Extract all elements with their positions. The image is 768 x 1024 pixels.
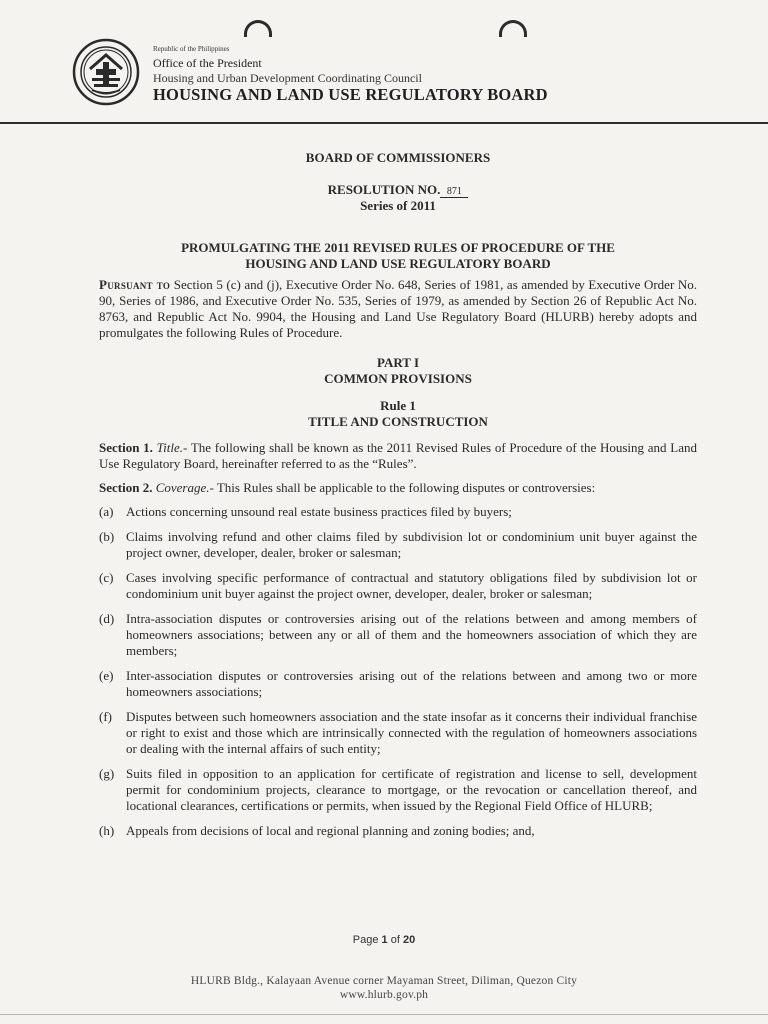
section-1-title: Title.	[156, 440, 184, 455]
list-item: (e) Inter-association disputes or controversies arising out of the relations between and among two or more homeowners associations;	[99, 668, 697, 699]
page-bottom-edge	[0, 1014, 768, 1015]
republic-line: Republic of the Philippines	[153, 45, 230, 53]
title-line-2: HOUSING AND LAND USE REGULATORY BOARD	[245, 256, 551, 271]
punch-hole-right	[499, 20, 527, 37]
list-item: (g) Suits filed in opposition to an application for certificate of registration and license to sell, development permit for condominium projects, clearance to mortgage, or the revocation or cancellation thereof, and locational clearances, certifications or permits, when issued by the Regional Field Office of HLURB;	[99, 766, 697, 813]
punch-hole-left	[244, 20, 272, 37]
letterhead-text	[153, 44, 548, 105]
title-line-1: PROMULGATING THE 2011 REVISED RULES OF PROCEDURE OF THE	[181, 240, 615, 255]
list-item: (f) Disputes between such homeowners association and the state insofar as it concerns their individual franchise or right to exist and those which are intrinsically connected with the regulation of homeowners associations or dealing with the internal affairs of such entity;	[99, 709, 697, 756]
address-line: HLURB Bldg., Kalayaan Avenue corner Mayaman Street, Diliman, Quezon City	[190, 975, 578, 987]
list-item: (a) Actions concerning unsound real estate business practices filed by buyers;	[99, 504, 512, 519]
section-1	[99, 440, 697, 472]
part-heading: PART I	[376, 355, 420, 370]
list-item: (d) Intra-association disputes or controversies arising out of the relations between and among members of homeowners associations; between any or all of them and the homeowners association of which they are members;	[99, 611, 697, 658]
website-line: www.hlurb.gov.ph	[339, 989, 429, 1001]
rule-title: TITLE AND CONSTRUCTION	[308, 414, 488, 429]
section-2-text: - This Rules shall be applicable to the following disputes or controversies:	[209, 480, 596, 495]
section-2	[99, 480, 697, 496]
pursuant-text: Section 5 (c) and (j), Executive Order No. 648, Series of 1981, as amended by Executive Order No. 90, Series of 1986, and Executive Order No. 535, Series of 1979, as amended by Section 26 of Republic Act No. 8763, and Republic Act No. 9904, the Housing and Land Use Regulatory Board (HLURB) hereby adopts and promulgates the following Rules of Procedure.	[99, 277, 697, 340]
list-item: (h) Appeals from decisions of local and regional planning and zoning bodies; and,	[99, 823, 535, 838]
part-title: COMMON PROVISIONS	[324, 371, 472, 386]
section-2-label: Section 2.	[99, 480, 153, 495]
list-item: (c) Cases involving specific performance of contractual and statutory obligations filed by subdivision lot or condominium unit buyer against the project owner, developer, dealer, broker or salesman;	[99, 570, 697, 601]
commissioners-heading: BOARD OF COMMISSIONERS	[305, 150, 491, 165]
resolution-heading	[99, 182, 697, 198]
section-2-title: Coverage.	[155, 480, 210, 495]
document-body	[99, 150, 697, 839]
hlurb-seal-icon	[72, 38, 140, 106]
rule-heading: Rule 1	[380, 398, 416, 413]
resolution-label: RESOLUTION NO.	[327, 182, 441, 197]
board-name: HOUSING AND LAND USE REGULATORY BOARD	[153, 85, 548, 104]
pursuant-lead: Pursuant to	[99, 277, 171, 292]
pursuant-paragraph	[99, 277, 697, 341]
footer-address	[0, 974, 768, 1002]
resolution-number: 871	[440, 187, 468, 198]
page-number: Page 1 of 20	[352, 934, 416, 946]
letterhead	[72, 36, 712, 116]
series-line: Series of 2011	[360, 198, 436, 213]
council-line: Housing and Urban Development Coordinating Council	[153, 71, 422, 85]
header-divider	[0, 122, 768, 124]
list-item: (b) Claims involving refund and other claims filed by subdivision lot or condominium unit buyer against the project owner, developer, dealer, broker or salesman;	[99, 529, 697, 560]
office-line: Office of the President	[153, 56, 262, 70]
section-1-text: - The following shall be known as the 2011 Revised Rules of Procedure of the Housing and Land Use Regulatory Board, hereinafter referred to as the “Rules”.	[99, 440, 697, 471]
section-1-label: Section 1.	[99, 440, 153, 455]
